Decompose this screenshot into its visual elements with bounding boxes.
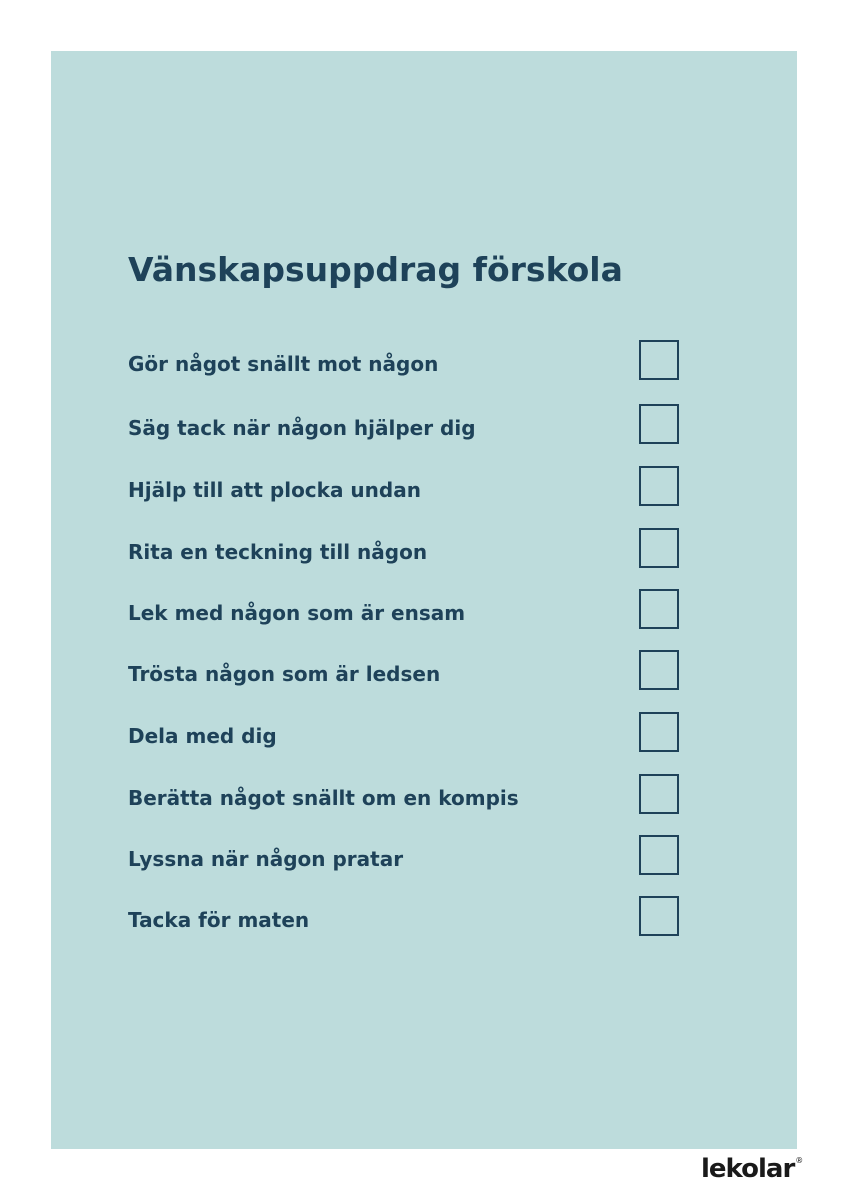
task-checklist	[51, 51, 797, 1149]
checklist-item	[51, 589, 797, 633]
checkbox[interactable]	[639, 340, 679, 380]
checkbox[interactable]	[639, 835, 679, 875]
checklist-item	[51, 528, 797, 572]
checkbox[interactable]	[639, 774, 679, 814]
checklist-item	[51, 404, 797, 448]
checkbox[interactable]	[639, 896, 679, 936]
checklist-item	[51, 774, 797, 818]
checklist-item	[51, 650, 797, 694]
item-label: Berätta något snällt om en kompis	[128, 786, 519, 810]
brand-name: lekolar	[701, 1154, 795, 1184]
item-label: Gör något snällt mot någon	[128, 352, 439, 376]
checkbox[interactable]	[639, 712, 679, 752]
checkbox[interactable]	[639, 528, 679, 568]
item-label: Rita en teckning till någon	[128, 540, 428, 564]
item-label: Dela med dig	[128, 724, 277, 748]
item-label: Säg tack när någon hjälper dig	[128, 416, 476, 440]
checklist-item	[51, 896, 797, 940]
checkbox[interactable]	[639, 650, 679, 690]
checklist-item	[51, 466, 797, 510]
item-label: Lyssna när någon pratar	[128, 847, 404, 871]
checklist-item	[51, 712, 797, 756]
checkbox[interactable]	[639, 404, 679, 444]
item-label: Tacka för maten	[128, 908, 310, 932]
checkbox[interactable]	[639, 466, 679, 506]
item-label: Hjälp till att plocka undan	[128, 478, 421, 502]
brand-logo	[701, 1154, 802, 1184]
item-label: Trösta någon som är ledsen	[128, 662, 441, 686]
page-title: Vänskapsuppdrag förskola	[128, 250, 623, 289]
item-label: Lek med någon som är ensam	[128, 601, 466, 625]
poster-panel	[51, 51, 797, 1149]
checklist-item	[51, 835, 797, 879]
registered-mark: ®	[795, 1156, 803, 1165]
checklist-item	[51, 340, 797, 384]
checkbox[interactable]	[639, 589, 679, 629]
